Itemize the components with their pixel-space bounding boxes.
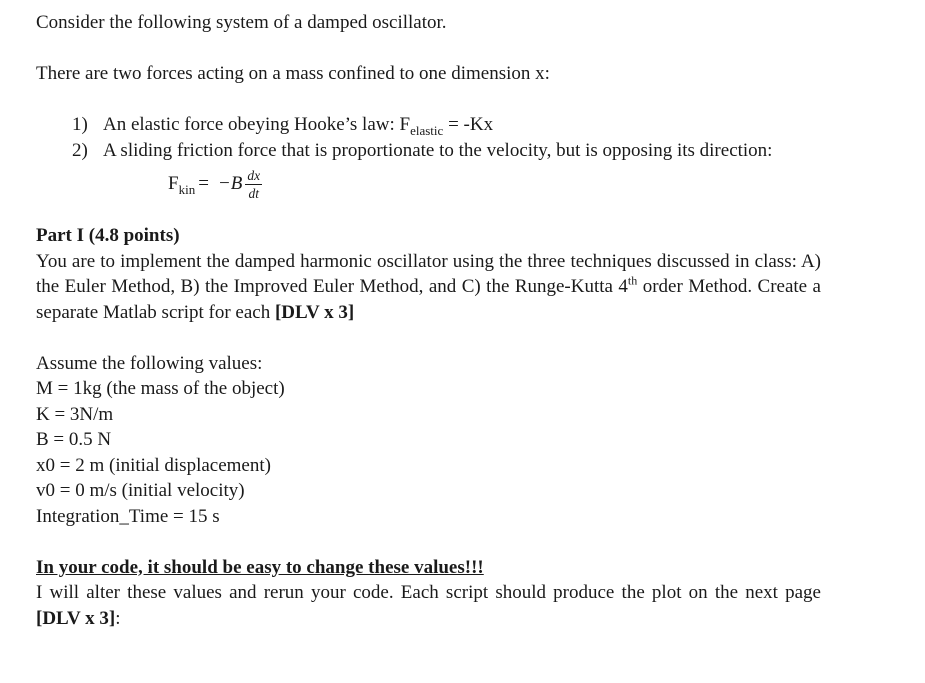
dlv-tag-1: [DLV x 3] [274, 301, 355, 323]
elastic-force-text [103, 112, 821, 138]
friction-equation [168, 163, 821, 205]
force-letter: F [168, 173, 179, 195]
fraction-numerator: dx [247, 167, 261, 183]
part1-heading: Part I (4.8 points) [36, 225, 180, 246]
elastic-formula: = -Kx [443, 114, 494, 135]
list-number-2: 2) [72, 139, 88, 161]
change-values-warning: In your code, it should be easy to change these values!!! [36, 556, 484, 578]
equals-sign: = [198, 173, 209, 195]
value-initial-velocity: v0 = 0 m/s (initial velocity) [36, 480, 245, 501]
list-number-1: 1) [72, 114, 88, 135]
fraction-denominator: dt [248, 185, 259, 201]
intro-paragraph: Consider the following system of a damped oscillator. [36, 12, 447, 33]
dlv-tag-2: [DLV x 3] [36, 607, 116, 629]
closing-body: I will alter these values and rerun your code. Each script should produce the plot on the next page [36, 582, 821, 603]
value-mass: M = 1kg (the mass of the object) [36, 378, 285, 399]
elastic-force-description: An elastic force obeying Hooke’s law: F [103, 114, 411, 135]
closing-paragraph [36, 580, 821, 631]
value-damping: B = 0.5 N [36, 429, 112, 450]
list-item-elastic-force [72, 112, 821, 138]
coefficient-minus-b: −B [217, 173, 243, 195]
ordinal-superscript: th [627, 273, 638, 288]
part1-body-pre: You are to implement the damped harmonic oscillator using the three techniques discussed in class: A) the Euler Method, B) the Improved Euler Method, and C) the Runge-Kutta 4 [36, 250, 821, 297]
forces-intro-paragraph: There are two forces acting on a mass confined to one dimension x: [36, 63, 550, 84]
force-symbol [168, 171, 195, 197]
elastic-subscript: elastic [410, 122, 444, 138]
value-integration-time: Integration_Time = 15 s [36, 505, 220, 527]
part1-body-mid: order Method. Create a separate Matlab script for each [36, 276, 821, 323]
part1-body-paragraph [36, 249, 821, 326]
value-initial-displacement: x0 = 2 m (initial displacement) [36, 454, 271, 476]
value-spring-constant: K = 3N/m [36, 403, 114, 425]
assumed-values-block [36, 351, 821, 530]
forces-list [36, 112, 821, 163]
list-item-friction-force [72, 138, 821, 164]
kin-subscript: kin [178, 182, 196, 198]
closing-colon: : [115, 607, 121, 629]
fraction-dx-dt [245, 168, 262, 201]
friction-force-text: A sliding friction force that is proportionate to the velocity, but is opposing its direction: [103, 139, 773, 161]
values-intro: Assume the following values: [36, 352, 263, 374]
